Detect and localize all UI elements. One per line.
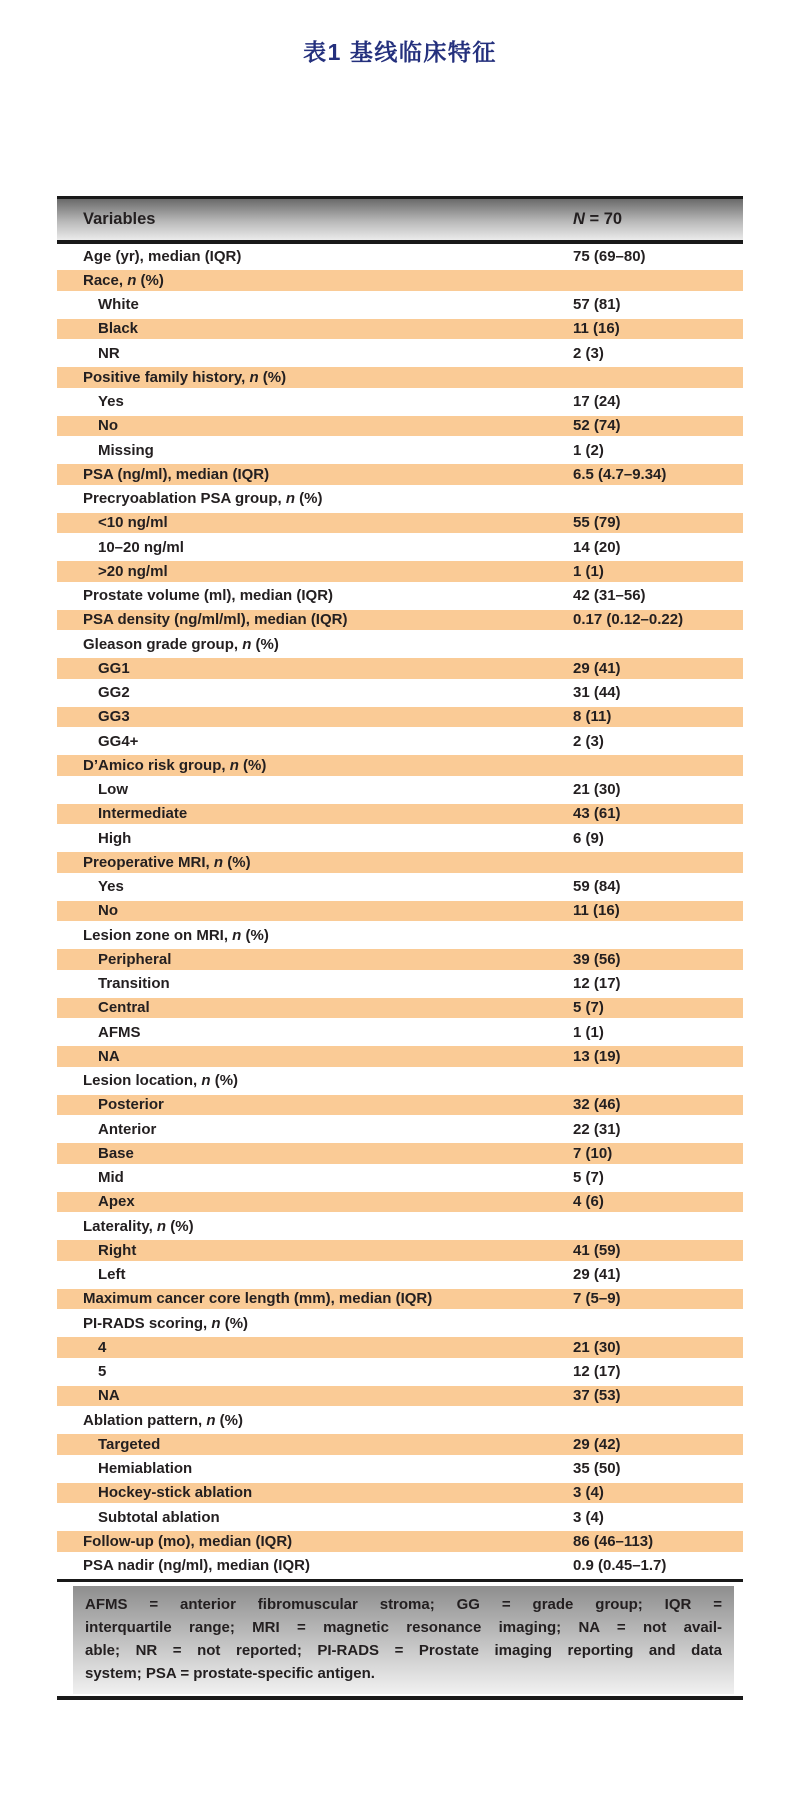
table-row — [57, 559, 743, 583]
table-row — [57, 705, 743, 729]
row-label: Gleason grade group, n (%) — [83, 635, 279, 653]
table-row — [57, 1481, 743, 1505]
row-value: 6.5 (4.7–9.34) — [573, 465, 667, 483]
row-label: Ablation pattern, n (%) — [83, 1411, 244, 1429]
row-label: Hemiablation — [98, 1460, 193, 1478]
table-row — [57, 608, 743, 632]
row-value: 6 (9) — [573, 829, 604, 847]
row-value: 1 (1) — [573, 1023, 604, 1041]
row-value: 5 (7) — [573, 1169, 604, 1187]
footnote-line: system; PSA = prostate-specific antigen. — [85, 1664, 375, 1682]
row-label: Base — [98, 1144, 134, 1162]
table-row — [57, 1384, 743, 1408]
row-label: GG4+ — [98, 732, 139, 750]
row-label: <10 ng/ml — [98, 514, 168, 532]
table-row — [57, 1408, 743, 1432]
table-row — [57, 317, 743, 341]
table-row — [57, 923, 743, 947]
row-value: 32 (46) — [573, 1096, 621, 1114]
table-row — [57, 656, 743, 680]
row-label: No — [98, 417, 118, 435]
row-value: 0.9 (0.45–1.7) — [573, 1557, 667, 1575]
table-row — [57, 1554, 743, 1578]
table-row — [57, 899, 743, 923]
row-label: D’Amico risk group, n (%) — [83, 756, 267, 774]
row-label: Intermediate — [98, 805, 188, 823]
table-footnote — [73, 1586, 734, 1694]
table-row — [57, 802, 743, 826]
table-row — [57, 1069, 743, 1093]
row-value: 31 (44) — [573, 684, 621, 702]
row-label: GG3 — [98, 708, 130, 726]
row-label: 4 — [98, 1338, 107, 1356]
table-row — [57, 1457, 743, 1481]
table-row — [57, 1263, 743, 1287]
table-body — [57, 244, 743, 1578]
table-row — [57, 1335, 743, 1359]
table-row — [57, 681, 743, 705]
table-bottom-rule — [57, 1579, 743, 1582]
row-label: GG1 — [98, 659, 130, 677]
row-label: Left — [98, 1266, 126, 1284]
row-label: Black — [98, 320, 139, 338]
row-value: 42 (31–56) — [573, 587, 646, 605]
row-value: 2 (3) — [573, 344, 604, 362]
row-label: NA — [98, 1387, 120, 1405]
row-label: High — [98, 829, 132, 847]
table-row — [57, 996, 743, 1020]
row-label: Yes — [98, 878, 124, 896]
row-value: 41 (59) — [573, 1241, 621, 1259]
row-value: 37 (53) — [573, 1387, 621, 1405]
table-row — [57, 487, 743, 511]
table-row — [57, 778, 743, 802]
row-label: Maximum cancer core length (mm), median (IQR) — [83, 1290, 433, 1308]
table-row — [57, 1093, 743, 1117]
row-value: 29 (41) — [573, 659, 621, 677]
row-label: Posterior — [98, 1096, 164, 1114]
row-label: Central — [98, 999, 150, 1017]
row-label: Right — [98, 1241, 137, 1259]
row-label: GG2 — [98, 684, 130, 702]
table-row — [57, 1360, 743, 1384]
row-value: 4 (6) — [573, 1193, 604, 1211]
table-row — [57, 826, 743, 850]
row-label: Subtotal ablation — [98, 1508, 220, 1526]
row-value: 0.17 (0.12–0.22) — [573, 611, 684, 629]
row-value: 75 (69–80) — [573, 247, 646, 265]
row-label: Peripheral — [98, 950, 172, 968]
row-label: AFMS — [98, 1023, 141, 1041]
table-row — [57, 293, 743, 317]
baseline-characteristics-table — [57, 196, 743, 1700]
row-value: 43 (61) — [573, 805, 621, 823]
table-row — [57, 753, 743, 777]
row-value: 17 (24) — [573, 393, 621, 411]
row-label: Precryoablation PSA group, n (%) — [83, 490, 323, 508]
row-label: Anterior — [98, 1120, 157, 1138]
row-value: 8 (11) — [573, 708, 612, 726]
row-value: 7 (10) — [573, 1144, 613, 1162]
table-row — [57, 438, 743, 462]
n-column-header: N = 70 — [573, 210, 623, 228]
row-label: Mid — [98, 1169, 124, 1187]
row-value: 14 (20) — [573, 538, 621, 556]
footnote-line: AFMS = anterior fibromuscular stroma; GG = grade group; IQR = — [85, 1595, 722, 1613]
footnote-line: interquartile range; MRI = magnetic resonance imaging; NA = not avail- — [85, 1618, 722, 1636]
row-value: 12 (17) — [573, 975, 621, 993]
table-row — [57, 1166, 743, 1190]
row-label: Race, n (%) — [83, 271, 164, 289]
table-row — [57, 1238, 743, 1262]
table-title: 表1 基线临床特征 — [303, 39, 497, 65]
table-row — [57, 244, 743, 268]
row-value: 1 (1) — [573, 562, 604, 580]
row-label: No — [98, 902, 118, 920]
row-label: Preoperative MRI, n (%) — [83, 853, 251, 871]
table-row — [57, 1044, 743, 1068]
row-value: 21 (30) — [573, 1338, 621, 1356]
table-row — [57, 414, 743, 438]
row-value: 57 (81) — [573, 296, 621, 314]
table-row — [57, 268, 743, 292]
table-row — [57, 947, 743, 971]
row-value: 55 (79) — [573, 514, 621, 532]
row-label: Yes — [98, 393, 124, 411]
table-row — [57, 1141, 743, 1165]
row-label: Age (yr), median (IQR) — [83, 247, 242, 265]
row-label: 10–20 ng/ml — [98, 538, 184, 556]
row-value: 22 (31) — [573, 1120, 621, 1138]
row-label: Lesion zone on MRI, n (%) — [83, 926, 269, 944]
table-row — [57, 390, 743, 414]
table-row — [57, 1529, 743, 1553]
row-value: 52 (74) — [573, 417, 621, 435]
row-value: 59 (84) — [573, 878, 621, 896]
table-row — [57, 535, 743, 559]
row-value: 11 (16) — [573, 320, 620, 338]
row-value: 3 (4) — [573, 1508, 604, 1526]
row-label: Prostate volume (ml), median (IQR) — [83, 587, 334, 605]
row-label: NA — [98, 1047, 120, 1065]
table-row — [57, 1432, 743, 1456]
table-row — [57, 1214, 743, 1238]
table-row — [57, 462, 743, 486]
table-row — [57, 1311, 743, 1335]
row-value: 5 (7) — [573, 999, 604, 1017]
row-value: 86 (46–113) — [573, 1532, 654, 1550]
row-value: 29 (41) — [573, 1266, 621, 1284]
table-footer-rule — [57, 1696, 743, 1700]
row-label: PSA density (ng/ml/ml), median (IQR) — [83, 611, 348, 629]
table-row — [57, 1287, 743, 1311]
table-row — [57, 1117, 743, 1141]
table-row — [57, 632, 743, 656]
row-label: >20 ng/ml — [98, 562, 168, 580]
table-row — [57, 1190, 743, 1214]
table-row — [57, 1020, 743, 1044]
row-value: 35 (50) — [573, 1460, 621, 1478]
table-row — [57, 511, 743, 535]
row-value: 21 (30) — [573, 781, 621, 799]
row-label: Lesion location, n (%) — [83, 1072, 239, 1090]
row-label: Targeted — [98, 1435, 161, 1453]
variables-column-header: Variables — [83, 210, 156, 228]
row-label: Missing — [98, 441, 154, 459]
row-value: 29 (42) — [573, 1435, 621, 1453]
row-value: 39 (56) — [573, 950, 621, 968]
table-row — [57, 1505, 743, 1529]
table-row — [57, 341, 743, 365]
row-label: 5 — [98, 1363, 107, 1381]
row-label: Follow-up (mo), median (IQR) — [83, 1532, 293, 1550]
row-label: Positive family history, n (%) — [83, 368, 287, 386]
table-row — [57, 365, 743, 389]
row-label: Transition — [98, 975, 170, 993]
row-label: Apex — [98, 1193, 135, 1211]
row-label: Hockey-stick ablation — [98, 1484, 253, 1502]
table-row — [57, 875, 743, 899]
row-label: Laterality, n (%) — [83, 1217, 194, 1235]
table-row — [57, 584, 743, 608]
row-value: 13 (19) — [573, 1047, 621, 1065]
row-value: 7 (5–9) — [573, 1290, 621, 1308]
footnote-line: able; NR = not reported; PI-RADS = Prostate imaging reporting and data — [85, 1641, 722, 1659]
row-value: 2 (3) — [573, 732, 604, 750]
row-label: White — [98, 296, 139, 314]
table-row — [57, 850, 743, 874]
row-label: Low — [98, 781, 128, 799]
row-value: 1 (2) — [573, 441, 604, 459]
row-label: PI-RADS scoring, n (%) — [83, 1314, 249, 1332]
row-value: 12 (17) — [573, 1363, 621, 1381]
table-header-row — [57, 199, 743, 240]
row-label: PSA nadir (ng/ml), median (IQR) — [83, 1557, 310, 1575]
table-row — [57, 729, 743, 753]
row-value: 11 (16) — [573, 902, 620, 920]
table-row — [57, 972, 743, 996]
row-label: NR — [98, 344, 120, 362]
row-label: PSA (ng/ml), median (IQR) — [83, 465, 270, 483]
row-value: 3 (4) — [573, 1484, 604, 1502]
